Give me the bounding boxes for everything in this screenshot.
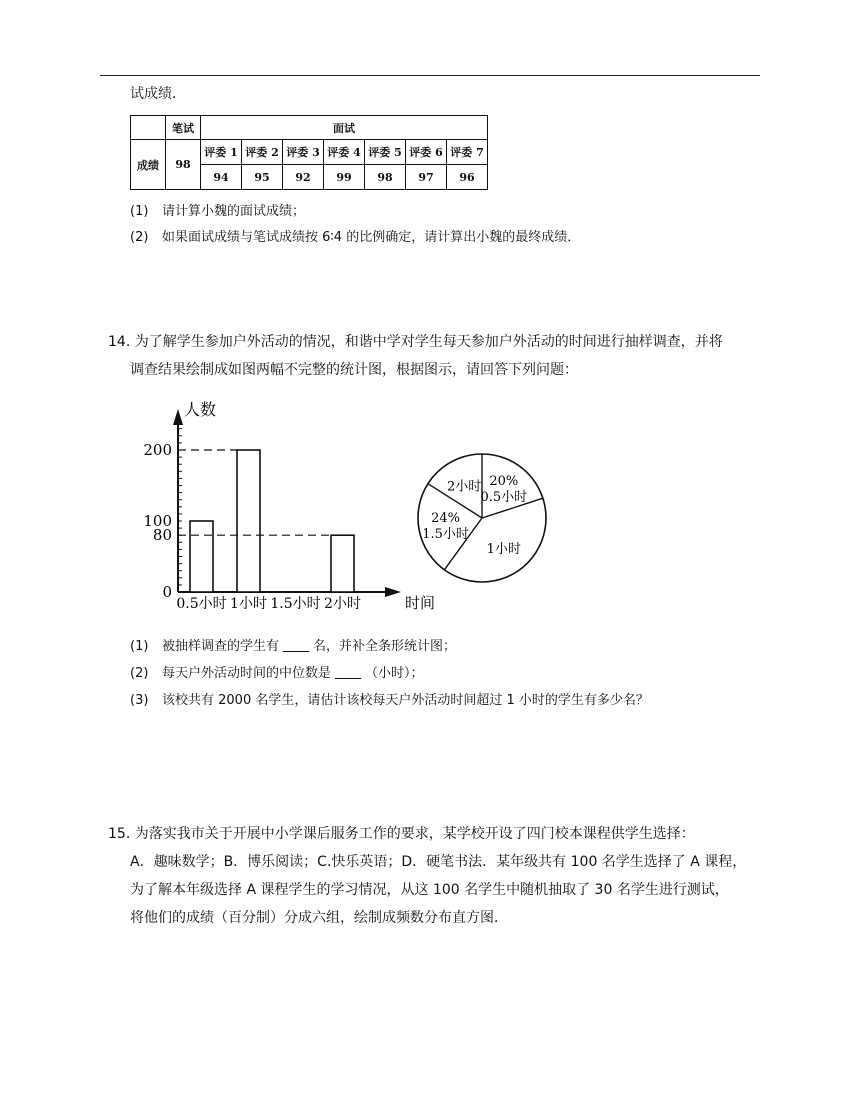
judge-header: 评委 7 xyxy=(447,140,488,165)
judge-score: 96 xyxy=(447,165,488,190)
pie-slice-label: 2小时 xyxy=(446,479,482,495)
q15-stem-line-3: 为了解本年级选择 A 课程学生的学习情况，从这 100 名学生中随机抽取了 30 名学生进行测试， xyxy=(130,882,729,898)
bar xyxy=(190,521,213,592)
q13-part-2: (2) 如果面试成绩与笔试成绩按 6∶4 的比例确定，请计算出小魏的最终成绩． xyxy=(130,230,581,245)
x-tick-label: 1小时 xyxy=(230,596,267,612)
y-tick-label: 200 xyxy=(143,441,172,459)
bar-chart xyxy=(130,395,436,620)
judge-score: 94 xyxy=(201,165,242,190)
x-tick-label: 2小时 xyxy=(324,596,361,612)
judge-score: 98 xyxy=(365,165,406,190)
q13-part-1: (1) 请计算小魏的面试成绩； xyxy=(130,204,306,219)
y-tick-label: 80 xyxy=(152,526,172,545)
q14-part-3: (3) 该校共有 2000 名学生，请估计该校每天户外活动时间超过 1 小时的学生有多少名？ xyxy=(130,693,649,708)
y-tick-label: 0 xyxy=(162,583,172,601)
judge-header: 评委 5 xyxy=(365,140,406,165)
answer-blank[interactable] xyxy=(335,664,361,679)
judge-header: 评委 3 xyxy=(283,140,324,165)
pie-slice-percent: 20% xyxy=(489,473,519,489)
q14-stem-line-1: 14. 为了解学生参加户外活动的情况，和谐中学对学生每天参加户外活动的时间进行抽样调查，并将 xyxy=(108,334,723,350)
bar xyxy=(237,450,260,592)
q14-part-2: (2) 每天户外活动时间的中位数是 （小时）； xyxy=(130,666,424,681)
written-header: 笔试 xyxy=(166,116,201,140)
row-label: 成绩 xyxy=(131,140,166,190)
x-tick-label: 1.5小时 xyxy=(270,596,321,612)
q13-tail-text: 试成绩． xyxy=(130,86,186,102)
q15-stem-line-1: 15. 为落实我市关于开展中小学课后服务工作的要求，某学校开设了四门校本课程供学生选择： xyxy=(108,826,695,842)
x-axis-arrow xyxy=(385,587,401,597)
x-axis-label: 时间 xyxy=(405,594,436,612)
judge-header: 评委 2 xyxy=(242,140,283,165)
score-table xyxy=(130,115,488,190)
judge-header: 评委 4 xyxy=(324,140,365,165)
header-rule xyxy=(100,75,760,76)
y-tick-label: 100 xyxy=(143,512,172,530)
pie-slice-percent: 24% xyxy=(431,510,460,526)
written-score: 98 xyxy=(166,140,201,190)
judge-score: 99 xyxy=(324,165,365,190)
judge-score: 97 xyxy=(406,165,447,190)
bar xyxy=(331,535,354,592)
y-axis-arrow xyxy=(173,409,183,425)
judge-score: 92 xyxy=(283,165,324,190)
pie-slice-label: 1小时 xyxy=(486,542,521,558)
y-axis-label: 人数 xyxy=(184,400,217,419)
q15-stem-line-2: A．趣味数学；B．博乐阅读；C.快乐英语；D．硬笔书法．某年级共有 100 名学生选择了 A 课程， xyxy=(130,854,747,870)
pie-slice-label: 0.5小时 xyxy=(480,489,528,505)
answer-blank[interactable] xyxy=(283,637,309,652)
pie-slice-label: 1.5小时 xyxy=(422,526,469,542)
q15-stem-line-4: 将他们的成绩（百分制）分成六组，绘制成频数分布直方图． xyxy=(130,910,508,926)
judge-header: 评委 1 xyxy=(201,140,242,165)
table-corner xyxy=(131,116,166,140)
q14-stem-line-2: 调查结果绘制成如图两幅不完整的统计图，根据图示，请回答下列问题： xyxy=(130,362,578,378)
q14-part-1: (1) 被抽样调查的学生有 名，并补全条形统计图； xyxy=(130,639,457,654)
judge-score: 95 xyxy=(242,165,283,190)
x-tick-label: 0.5小时 xyxy=(176,596,227,612)
pie-chart xyxy=(412,450,552,586)
judge-header: 评委 6 xyxy=(406,140,447,165)
interview-header: 面试 xyxy=(201,116,488,140)
